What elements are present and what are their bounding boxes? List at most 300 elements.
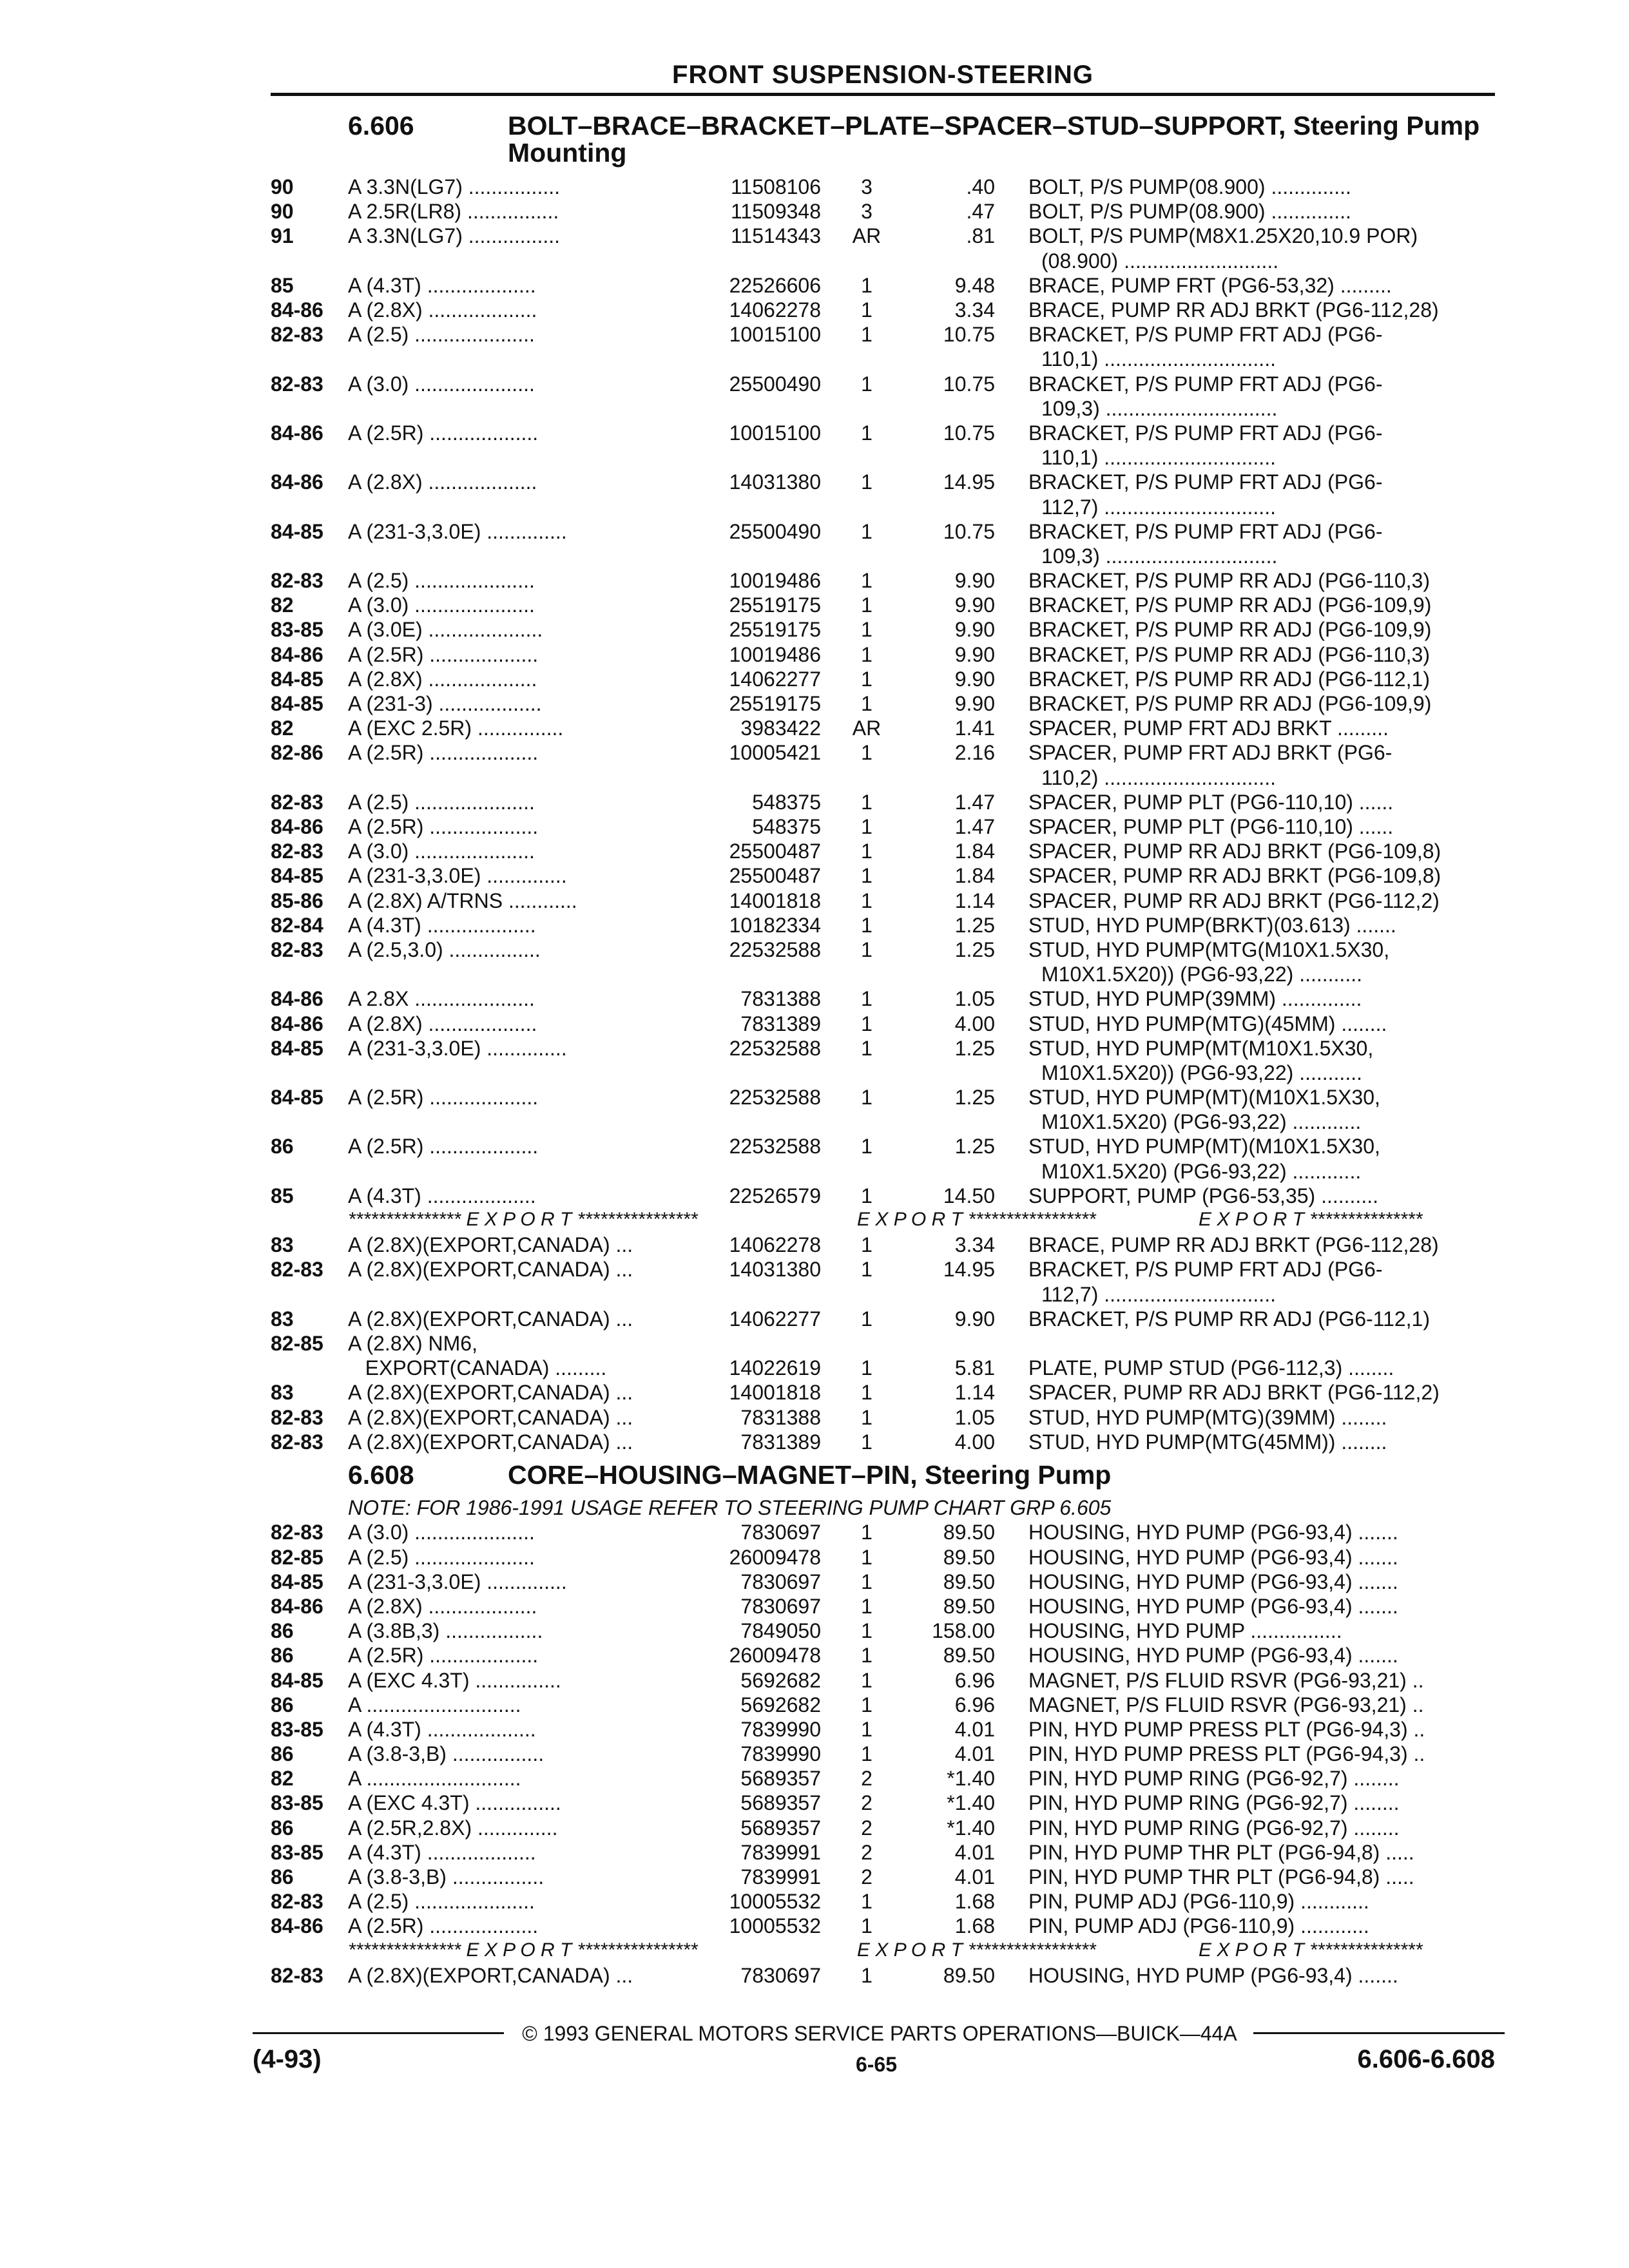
application: A (2.5R) ................... bbox=[348, 421, 539, 445]
price: 89.50 bbox=[943, 1644, 995, 1667]
page-number: 6-65 bbox=[855, 2053, 898, 2077]
price: 1.68 bbox=[954, 1914, 995, 1938]
parts-row bbox=[0, 1184, 1629, 1209]
part-number: 10005421 bbox=[729, 741, 821, 765]
part-number: 10019486 bbox=[729, 642, 821, 666]
parts-row bbox=[0, 741, 1629, 790]
quantity: 1 bbox=[861, 913, 872, 937]
parts-row bbox=[0, 1791, 1629, 1816]
parts-row bbox=[0, 987, 1629, 1012]
application: A 2.5R(LR8) ................ bbox=[348, 200, 559, 224]
part-name: SPACER, PUMP PLT (PG6-110,10) ...... bbox=[1028, 790, 1394, 814]
part-name-continued: 109,3) .............................. bbox=[1041, 396, 1278, 420]
part-number: 25519175 bbox=[729, 692, 821, 716]
part-name: PIN, HYD PUMP PRESS PLT (PG6-94,3) .. bbox=[1028, 1742, 1425, 1766]
model-year: 82-83 bbox=[271, 1430, 323, 1454]
model-year: 84-85 bbox=[271, 519, 323, 543]
part-number: 5689357 bbox=[740, 1767, 821, 1791]
part-number: 25500487 bbox=[729, 864, 821, 888]
part-number: 11508106 bbox=[731, 175, 821, 198]
application: A (4.3T) ................... bbox=[348, 273, 536, 297]
parts-row bbox=[0, 1332, 1629, 1356]
parts-row bbox=[0, 889, 1629, 914]
model-year: 82-83 bbox=[271, 1521, 323, 1544]
quantity: 1 bbox=[861, 1307, 872, 1331]
model-year: 82-83 bbox=[271, 372, 323, 396]
part-number: 14031380 bbox=[729, 470, 821, 494]
price: 1.25 bbox=[954, 1036, 995, 1060]
parts-row bbox=[0, 274, 1629, 298]
part-number: 14062277 bbox=[729, 667, 821, 691]
application: A (4.3T) ................... bbox=[348, 1184, 536, 1207]
part-number: 10005532 bbox=[729, 1914, 821, 1938]
part-name: HOUSING, HYD PUMP (PG6-93,4) ....... bbox=[1028, 1963, 1398, 1987]
model-year: 84-86 bbox=[271, 642, 323, 666]
part-number: 10019486 bbox=[729, 569, 821, 593]
price: 5.81 bbox=[954, 1356, 995, 1380]
part-number: 5689357 bbox=[740, 1816, 821, 1840]
part-name: STUD, HYD PUMP(MTG(M10X1.5X30, bbox=[1028, 937, 1390, 961]
part-name: PIN, HYD PUMP RING (PG6-92,7) ........ bbox=[1028, 1767, 1400, 1791]
price: *1.40 bbox=[947, 1816, 995, 1840]
price: 89.50 bbox=[943, 1963, 995, 1987]
model-year: 82-85 bbox=[271, 1545, 323, 1569]
part-name: BRACKET, P/S PUMP FRT ADJ (PG6- bbox=[1028, 421, 1383, 445]
application: A (3.0) ..................... bbox=[348, 593, 535, 617]
part-name: PIN, HYD PUMP RING (PG6-92,7) ........ bbox=[1028, 1816, 1400, 1840]
model-year: 82-86 bbox=[271, 741, 323, 765]
quantity: 1 bbox=[861, 1963, 872, 1987]
application: A (3.8-3,B) ................ bbox=[348, 1865, 545, 1889]
part-name-continued: (08.900) ........................... bbox=[1041, 249, 1279, 273]
price: 10.75 bbox=[943, 519, 995, 543]
model-year: 83 bbox=[271, 1381, 294, 1405]
part-name: STUD, HYD PUMP(MTG(45MM)) ........ bbox=[1028, 1430, 1387, 1454]
model-year: 83-85 bbox=[271, 618, 323, 642]
part-number: 548375 bbox=[752, 790, 821, 814]
parts-row bbox=[0, 1964, 1629, 1988]
quantity: 1 bbox=[861, 421, 872, 445]
application: A (3.0) ..................... bbox=[348, 1521, 535, 1544]
parts-row bbox=[0, 791, 1629, 815]
parts-row bbox=[0, 1767, 1629, 1791]
application: A (231-3,3.0E) .............. bbox=[348, 1570, 567, 1593]
part-name: SPACER, PUMP FRT ADJ BRKT (PG6- bbox=[1028, 741, 1393, 765]
parts-row bbox=[0, 520, 1629, 569]
model-year: 83-85 bbox=[271, 1717, 323, 1741]
quantity: 1 bbox=[861, 1619, 872, 1643]
part-number: 7839990 bbox=[740, 1717, 821, 1741]
part-number: 22526606 bbox=[729, 273, 821, 297]
model-year: 82-83 bbox=[271, 569, 323, 593]
parts-row bbox=[0, 421, 1629, 470]
parts-row bbox=[0, 1381, 1629, 1405]
section-number: 6.606 bbox=[348, 111, 414, 140]
model-year: 83-85 bbox=[271, 1840, 323, 1864]
model-year: 84-86 bbox=[271, 1012, 323, 1035]
quantity: 1 bbox=[861, 814, 872, 838]
price: 6.96 bbox=[954, 1693, 995, 1716]
model-year: 82 bbox=[271, 716, 294, 740]
part-name: BRACE, PUMP RR ADJ BRKT (PG6-112,28) bbox=[1028, 298, 1439, 322]
application: A (231-3,3.0E) .............. bbox=[348, 519, 567, 543]
application: A (2.5) ..................... bbox=[348, 790, 535, 814]
parts-row bbox=[0, 200, 1629, 224]
price: 158.00 bbox=[932, 1619, 995, 1643]
quantity: 1 bbox=[861, 1135, 872, 1158]
parts-row bbox=[0, 1233, 1629, 1258]
application: A (4.3T) ................... bbox=[348, 1840, 536, 1864]
part-name-continued: 112,7) .............................. bbox=[1041, 1282, 1276, 1306]
model-year: 82 bbox=[271, 593, 294, 617]
part-name: MAGNET, P/S FLUID RSVR (PG6-93,21) .. bbox=[1028, 1668, 1424, 1692]
part-name: BRACKET, P/S PUMP FRT ADJ (PG6- bbox=[1028, 1258, 1383, 1282]
quantity: 1 bbox=[861, 618, 872, 642]
part-name: BRACE, PUMP FRT (PG6-53,32) ......... bbox=[1028, 273, 1392, 297]
price: 14.95 bbox=[943, 1258, 995, 1282]
application: A (2.5R) ................... bbox=[348, 1086, 539, 1110]
quantity: 1 bbox=[861, 667, 872, 691]
quantity: 1 bbox=[861, 889, 872, 912]
quantity: 2 bbox=[861, 1865, 872, 1889]
price: 6.96 bbox=[954, 1668, 995, 1692]
parts-row bbox=[0, 668, 1629, 692]
price: 1.14 bbox=[954, 1381, 995, 1405]
model-year: 84-85 bbox=[271, 1668, 323, 1692]
price: 4.01 bbox=[954, 1742, 995, 1766]
part-name: BRACKET, P/S PUMP FRT ADJ (PG6- bbox=[1028, 323, 1383, 347]
part-name-continued: M10X1.5X20) (PG6-93,22) ............ bbox=[1041, 1159, 1362, 1183]
quantity: AR bbox=[852, 716, 882, 740]
quantity: 1 bbox=[861, 323, 872, 347]
model-year: 83 bbox=[271, 1233, 294, 1257]
parts-row bbox=[0, 1890, 1629, 1914]
part-number: 7839991 bbox=[740, 1840, 821, 1864]
part-number: 25500487 bbox=[729, 840, 821, 863]
part-name-continued: 109,3) .............................. bbox=[1041, 544, 1278, 568]
part-name: MAGNET, P/S FLUID RSVR (PG6-93,21) .. bbox=[1028, 1693, 1424, 1716]
parts-row bbox=[0, 323, 1629, 372]
price: *1.40 bbox=[947, 1791, 995, 1815]
part-name: SPACER, PUMP PLT (PG6-110,10) ...... bbox=[1028, 814, 1394, 838]
export-label: E X P O R T ***************** bbox=[857, 1939, 1096, 1961]
price: 89.50 bbox=[943, 1521, 995, 1544]
model-year: 84-85 bbox=[271, 1570, 323, 1593]
application: A (2.8X)(EXPORT,CANADA) ... bbox=[348, 1430, 633, 1454]
part-number: 11509348 bbox=[731, 200, 821, 224]
parts-row bbox=[0, 1644, 1629, 1668]
application: A (4.3T) ................... bbox=[348, 913, 536, 937]
model-year: 84-86 bbox=[271, 470, 323, 494]
quantity: 1 bbox=[861, 1356, 872, 1380]
parts-row bbox=[0, 618, 1629, 642]
model-year: 82-83 bbox=[271, 790, 323, 814]
application: A (231-3,3.0E) .............. bbox=[348, 1036, 567, 1060]
price: 10.75 bbox=[943, 323, 995, 347]
price: 9.90 bbox=[954, 569, 995, 593]
part-name: BRACKET, P/S PUMP RR ADJ (PG6-110,3) bbox=[1028, 642, 1430, 666]
model-year: 84-86 bbox=[271, 1914, 323, 1938]
footer-rule bbox=[253, 2032, 504, 2034]
application: A ........................... bbox=[348, 1767, 521, 1791]
model-year: 84-85 bbox=[271, 692, 323, 716]
quantity: 1 bbox=[861, 1430, 872, 1454]
application: A (2.8X)(EXPORT,CANADA) ... bbox=[348, 1307, 633, 1331]
quantity: 1 bbox=[861, 1644, 872, 1667]
price: 3.34 bbox=[954, 298, 995, 322]
parts-row bbox=[0, 1258, 1629, 1307]
quantity: 1 bbox=[861, 1570, 872, 1593]
application: A (2.8X) ................... bbox=[348, 470, 537, 494]
parts-row bbox=[0, 1669, 1629, 1693]
model-year: 82-83 bbox=[271, 1405, 323, 1429]
part-number: 7830697 bbox=[740, 1594, 821, 1618]
footer-rule bbox=[1253, 2032, 1505, 2034]
price: 1.05 bbox=[954, 987, 995, 1011]
part-name: HOUSING, HYD PUMP (PG6-93,4) ....... bbox=[1028, 1644, 1398, 1667]
part-name: BRACE, PUMP RR ADJ BRKT (PG6-112,28) bbox=[1028, 1233, 1439, 1257]
quantity: 1 bbox=[861, 1890, 872, 1914]
quantity: 1 bbox=[861, 1086, 872, 1110]
part-name: SPACER, PUMP RR ADJ BRKT (PG6-112,2) bbox=[1028, 1381, 1440, 1405]
part-number: 25519175 bbox=[729, 593, 821, 617]
model-year: 84-86 bbox=[271, 298, 323, 322]
quantity: 3 bbox=[861, 175, 872, 198]
model-year: 85-86 bbox=[271, 889, 323, 912]
quantity: 1 bbox=[861, 1717, 872, 1741]
price: 1.47 bbox=[954, 814, 995, 838]
parts-row bbox=[0, 1430, 1629, 1455]
model-year: 82-83 bbox=[271, 1963, 323, 1987]
export-label: E X P O R T ***************** bbox=[857, 1209, 1096, 1231]
part-number: 22532588 bbox=[729, 1036, 821, 1060]
application: A (2.8X) ................... bbox=[348, 298, 537, 322]
price: 1.84 bbox=[954, 840, 995, 863]
parts-row bbox=[0, 298, 1629, 323]
part-name-continued: M10X1.5X20)) (PG6-93,22) ........... bbox=[1041, 963, 1362, 986]
part-name: BOLT, P/S PUMP(M8X1.25X20,10.9 POR) bbox=[1028, 224, 1418, 248]
model-year: 82-83 bbox=[271, 1890, 323, 1914]
model-year: 85 bbox=[271, 1184, 294, 1207]
part-name: PIN, HYD PUMP THR PLT (PG6-94,8) ..... bbox=[1028, 1840, 1414, 1864]
part-number: 5692682 bbox=[740, 1668, 821, 1692]
price: 2.16 bbox=[954, 741, 995, 765]
parts-row bbox=[0, 1914, 1629, 1939]
price: 14.50 bbox=[943, 1184, 995, 1207]
part-number: 14031380 bbox=[729, 1258, 821, 1282]
application: A (2.5) ..................... bbox=[348, 569, 535, 593]
parts-row bbox=[0, 1816, 1629, 1841]
price: 89.50 bbox=[943, 1594, 995, 1618]
quantity: 1 bbox=[861, 1036, 872, 1060]
parts-row bbox=[0, 175, 1629, 200]
quantity: 1 bbox=[861, 372, 872, 396]
part-number: 26009478 bbox=[729, 1644, 821, 1667]
application: A (2.8X) ................... bbox=[348, 1594, 537, 1618]
parts-row bbox=[0, 914, 1629, 938]
part-name: PIN, HYD PUMP PRESS PLT (PG6-94,3) .. bbox=[1028, 1717, 1425, 1741]
quantity: 1 bbox=[861, 864, 872, 888]
part-number: 548375 bbox=[752, 814, 821, 838]
part-number: 10182334 bbox=[729, 913, 821, 937]
part-name-continued: 112,7) .............................. bbox=[1041, 495, 1276, 519]
application: A 2.8X ..................... bbox=[348, 987, 535, 1011]
part-number: 7831388 bbox=[740, 987, 821, 1011]
price: 1.25 bbox=[954, 913, 995, 937]
model-year: 86 bbox=[271, 1742, 294, 1766]
price: 89.50 bbox=[943, 1570, 995, 1593]
part-number: 14062277 bbox=[729, 1307, 821, 1331]
parts-row bbox=[0, 1012, 1629, 1037]
parts-row bbox=[0, 1356, 1629, 1381]
model-year: 83 bbox=[271, 1307, 294, 1331]
application: A (2.8X)(EXPORT,CANADA) ... bbox=[348, 1381, 633, 1405]
part-name: SPACER, PUMP FRT ADJ BRKT ......... bbox=[1028, 716, 1389, 740]
model-year: 82-83 bbox=[271, 1258, 323, 1282]
application: A (EXC 4.3T) ............... bbox=[348, 1668, 561, 1692]
price: .81 bbox=[966, 224, 995, 248]
quantity: 1 bbox=[861, 273, 872, 297]
part-name: BRACKET, P/S PUMP RR ADJ (PG6-112,1) bbox=[1028, 667, 1430, 691]
quantity: 1 bbox=[861, 692, 872, 716]
quantity: 3 bbox=[861, 200, 872, 224]
application: A 3.3N(LG7) ................ bbox=[348, 175, 560, 198]
part-name-continued: M10X1.5X20)) (PG6-93,22) ........... bbox=[1041, 1061, 1362, 1084]
part-number: 22526579 bbox=[729, 1184, 821, 1207]
model-year: 86 bbox=[271, 1816, 294, 1840]
part-name: PIN, HYD PUMP RING (PG6-92,7) ........ bbox=[1028, 1791, 1400, 1815]
application: A (2.5) ..................... bbox=[348, 1545, 535, 1569]
part-name: PIN, PUMP ADJ (PG6-110,9) ............ bbox=[1028, 1890, 1369, 1914]
model-year: 86 bbox=[271, 1865, 294, 1889]
export-label: *************** E X P O R T **************** bbox=[348, 1939, 698, 1961]
parts-row bbox=[0, 1037, 1629, 1086]
part-number: 22532588 bbox=[729, 937, 821, 961]
parts-row bbox=[0, 1135, 1629, 1184]
quantity: 1 bbox=[861, 1914, 872, 1938]
quantity: 1 bbox=[861, 470, 872, 494]
quantity: 1 bbox=[861, 1405, 872, 1429]
part-number: 14022619 bbox=[729, 1356, 821, 1380]
price: 9.90 bbox=[954, 593, 995, 617]
application: A (231-3,3.0E) .............. bbox=[348, 864, 567, 888]
part-name: PLATE, PUMP STUD (PG6-112,3) ........ bbox=[1028, 1356, 1394, 1380]
quantity: 1 bbox=[861, 1258, 872, 1282]
part-name: STUD, HYD PUMP(39MM) .............. bbox=[1028, 987, 1362, 1011]
quantity: 1 bbox=[861, 1545, 872, 1569]
parts-row bbox=[0, 1841, 1629, 1865]
application: A (EXC 4.3T) ............... bbox=[348, 1791, 561, 1815]
model-year: 82-84 bbox=[271, 913, 323, 937]
part-name: SPACER, PUMP RR ADJ BRKT (PG6-109,8) bbox=[1028, 864, 1441, 888]
quantity: 1 bbox=[861, 1594, 872, 1618]
quantity: 1 bbox=[861, 298, 872, 322]
part-name: HOUSING, HYD PUMP (PG6-93,4) ....... bbox=[1028, 1545, 1398, 1569]
part-name: BRACKET, P/S PUMP FRT ADJ (PG6- bbox=[1028, 470, 1383, 494]
application: A (2.5R) ................... bbox=[348, 642, 539, 666]
model-year: 84-86 bbox=[271, 421, 323, 445]
part-number: 5692682 bbox=[740, 1693, 821, 1716]
part-name: STUD, HYD PUMP(MTG)(45MM) ........ bbox=[1028, 1012, 1387, 1035]
quantity: 1 bbox=[861, 1521, 872, 1544]
quantity: 1 bbox=[861, 1693, 872, 1716]
part-name: STUD, HYD PUMP(MT)(M10X1.5X30, bbox=[1028, 1135, 1380, 1158]
parts-row bbox=[0, 643, 1629, 668]
parts-row bbox=[0, 815, 1629, 840]
application: A (3.8-3,B) ................ bbox=[348, 1742, 545, 1766]
parts-row bbox=[0, 1865, 1629, 1890]
price: 9.90 bbox=[954, 692, 995, 716]
model-year: 84-86 bbox=[271, 987, 323, 1011]
parts-row bbox=[0, 1570, 1629, 1595]
parts-list-6608 bbox=[0, 1521, 1629, 1988]
application: A (3.8B,3) ................. bbox=[348, 1619, 543, 1643]
part-number: 25500490 bbox=[729, 519, 821, 543]
model-year: 91 bbox=[271, 224, 294, 248]
model-year: 84-85 bbox=[271, 864, 323, 888]
part-number: 7839990 bbox=[740, 1742, 821, 1766]
parts-row bbox=[0, 716, 1629, 741]
model-year: 83-85 bbox=[271, 1791, 323, 1815]
application: A (2.8X)(EXPORT,CANADA) ... bbox=[348, 1233, 633, 1257]
quantity: AR bbox=[852, 224, 882, 248]
quantity: 1 bbox=[861, 1233, 872, 1257]
parts-row bbox=[0, 372, 1629, 421]
part-number: 14062278 bbox=[729, 1233, 821, 1257]
page-title: FRONT SUSPENSION-STEERING bbox=[672, 61, 1094, 89]
parts-row bbox=[0, 1307, 1629, 1332]
part-name: HOUSING, HYD PUMP (PG6-93,4) ....... bbox=[1028, 1521, 1398, 1544]
application: A (2.5R) ................... bbox=[348, 1914, 539, 1938]
model-year: 82-83 bbox=[271, 840, 323, 863]
quantity: 2 bbox=[861, 1816, 872, 1840]
price: 14.95 bbox=[943, 470, 995, 494]
part-number: 3983422 bbox=[740, 716, 821, 740]
quantity: 1 bbox=[861, 937, 872, 961]
application: A (2.5R) ................... bbox=[348, 741, 539, 765]
application: A (2.5R) ................... bbox=[348, 1135, 539, 1158]
part-number: 10005532 bbox=[729, 1890, 821, 1914]
quantity: 2 bbox=[861, 1840, 872, 1864]
part-number: 10015100 bbox=[729, 323, 821, 347]
application: A (2.5R,2.8X) .............. bbox=[348, 1816, 558, 1840]
quantity: 1 bbox=[861, 1742, 872, 1766]
price: 1.84 bbox=[954, 864, 995, 888]
application: A (2.8X) A/TRNS ............ bbox=[348, 889, 577, 912]
price: 1.41 bbox=[954, 716, 995, 740]
application: A (2.8X)(EXPORT,CANADA) ... bbox=[348, 1405, 633, 1429]
export-label: *************** E X P O R T **************** bbox=[348, 1209, 698, 1231]
application: A (2.5R) ................... bbox=[348, 814, 539, 838]
parts-row bbox=[0, 1693, 1629, 1718]
parts-row bbox=[0, 864, 1629, 889]
price: 10.75 bbox=[943, 421, 995, 445]
part-name: BRACKET, P/S PUMP RR ADJ (PG6-109,9) bbox=[1028, 593, 1432, 617]
quantity: 1 bbox=[861, 987, 872, 1011]
parts-row bbox=[0, 938, 1629, 987]
part-name: STUD, HYD PUMP(BRKT)(03.613) ....... bbox=[1028, 913, 1396, 937]
price: 89.50 bbox=[943, 1545, 995, 1569]
part-number: 14001818 bbox=[729, 889, 821, 912]
quantity: 1 bbox=[861, 741, 872, 765]
part-number: 7849050 bbox=[740, 1619, 821, 1643]
part-name: BOLT, P/S PUMP(08.900) .............. bbox=[1028, 200, 1351, 224]
model-year: 84-86 bbox=[271, 1594, 323, 1618]
application: A (2.5,3.0) ................ bbox=[348, 937, 541, 961]
price: 9.90 bbox=[954, 618, 995, 642]
price: 1.68 bbox=[954, 1890, 995, 1914]
price: 1.25 bbox=[954, 1135, 995, 1158]
